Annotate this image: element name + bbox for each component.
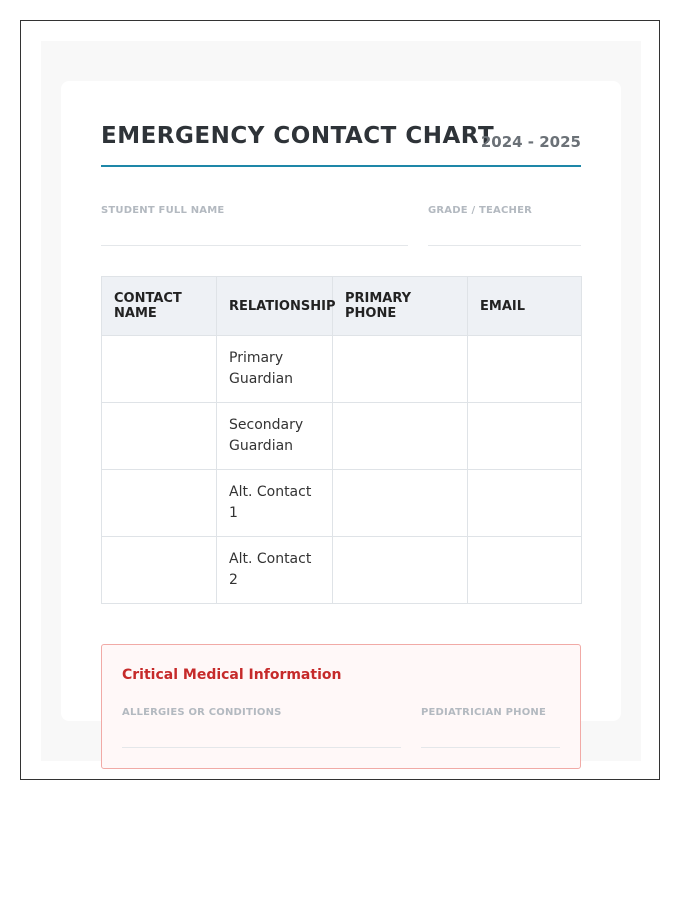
email-cell[interactable]: [468, 470, 582, 537]
contact-name-cell[interactable]: [102, 336, 217, 403]
column-header-contact-name: CONTACT NAME: [102, 277, 217, 336]
primary-phone-cell[interactable]: [333, 336, 468, 403]
medical-info-title: Critical Medical Information: [122, 667, 342, 683]
title-row: [101, 121, 581, 167]
table-row: [102, 537, 582, 604]
table-row: [102, 336, 582, 403]
school-year: 2024 - 2025: [480, 133, 581, 151]
form-card: [61, 81, 621, 721]
contact-name-cell[interactable]: [102, 470, 217, 537]
contact-name-cell[interactable]: [102, 537, 217, 604]
allergies-label: ALLERGIES OR CONDITIONS: [122, 707, 282, 718]
student-name-field[interactable]: [101, 245, 408, 246]
relationship-cell: Alt. Contact 1: [217, 470, 333, 537]
column-header-relationship: RELATIONSHIP: [217, 277, 333, 336]
grade-teacher-label: GRADE / TEACHER: [428, 205, 533, 216]
contact-name-cell[interactable]: [102, 403, 217, 470]
primary-phone-cell[interactable]: [333, 470, 468, 537]
email-cell[interactable]: [468, 336, 582, 403]
medical-info-box: [101, 644, 581, 769]
allergies-field[interactable]: [122, 747, 401, 748]
student-name-label: STUDENT FULL NAME: [101, 205, 225, 216]
table-header-row: [102, 277, 582, 336]
page-title: EMERGENCY CONTACT CHART: [101, 123, 495, 149]
relationship-cell: Secondary Guardian: [217, 403, 333, 470]
document-frame: [20, 20, 660, 780]
primary-phone-cell[interactable]: [333, 537, 468, 604]
table-row: [102, 470, 582, 537]
pediatrician-phone-field[interactable]: [421, 747, 560, 748]
column-header-primary-phone: PRIMARY PHONE: [333, 277, 468, 336]
email-cell[interactable]: [468, 537, 582, 604]
email-cell[interactable]: [468, 403, 582, 470]
table-row: [102, 403, 582, 470]
grade-teacher-field[interactable]: [428, 245, 581, 246]
contact-table: [101, 276, 582, 604]
column-header-email: EMAIL: [468, 277, 582, 336]
relationship-cell: Alt. Contact 2: [217, 537, 333, 604]
relationship-cell: Primary Guardian: [217, 336, 333, 403]
pediatrician-phone-label: PEDIATRICIAN PHONE: [421, 707, 547, 718]
primary-phone-cell[interactable]: [333, 403, 468, 470]
